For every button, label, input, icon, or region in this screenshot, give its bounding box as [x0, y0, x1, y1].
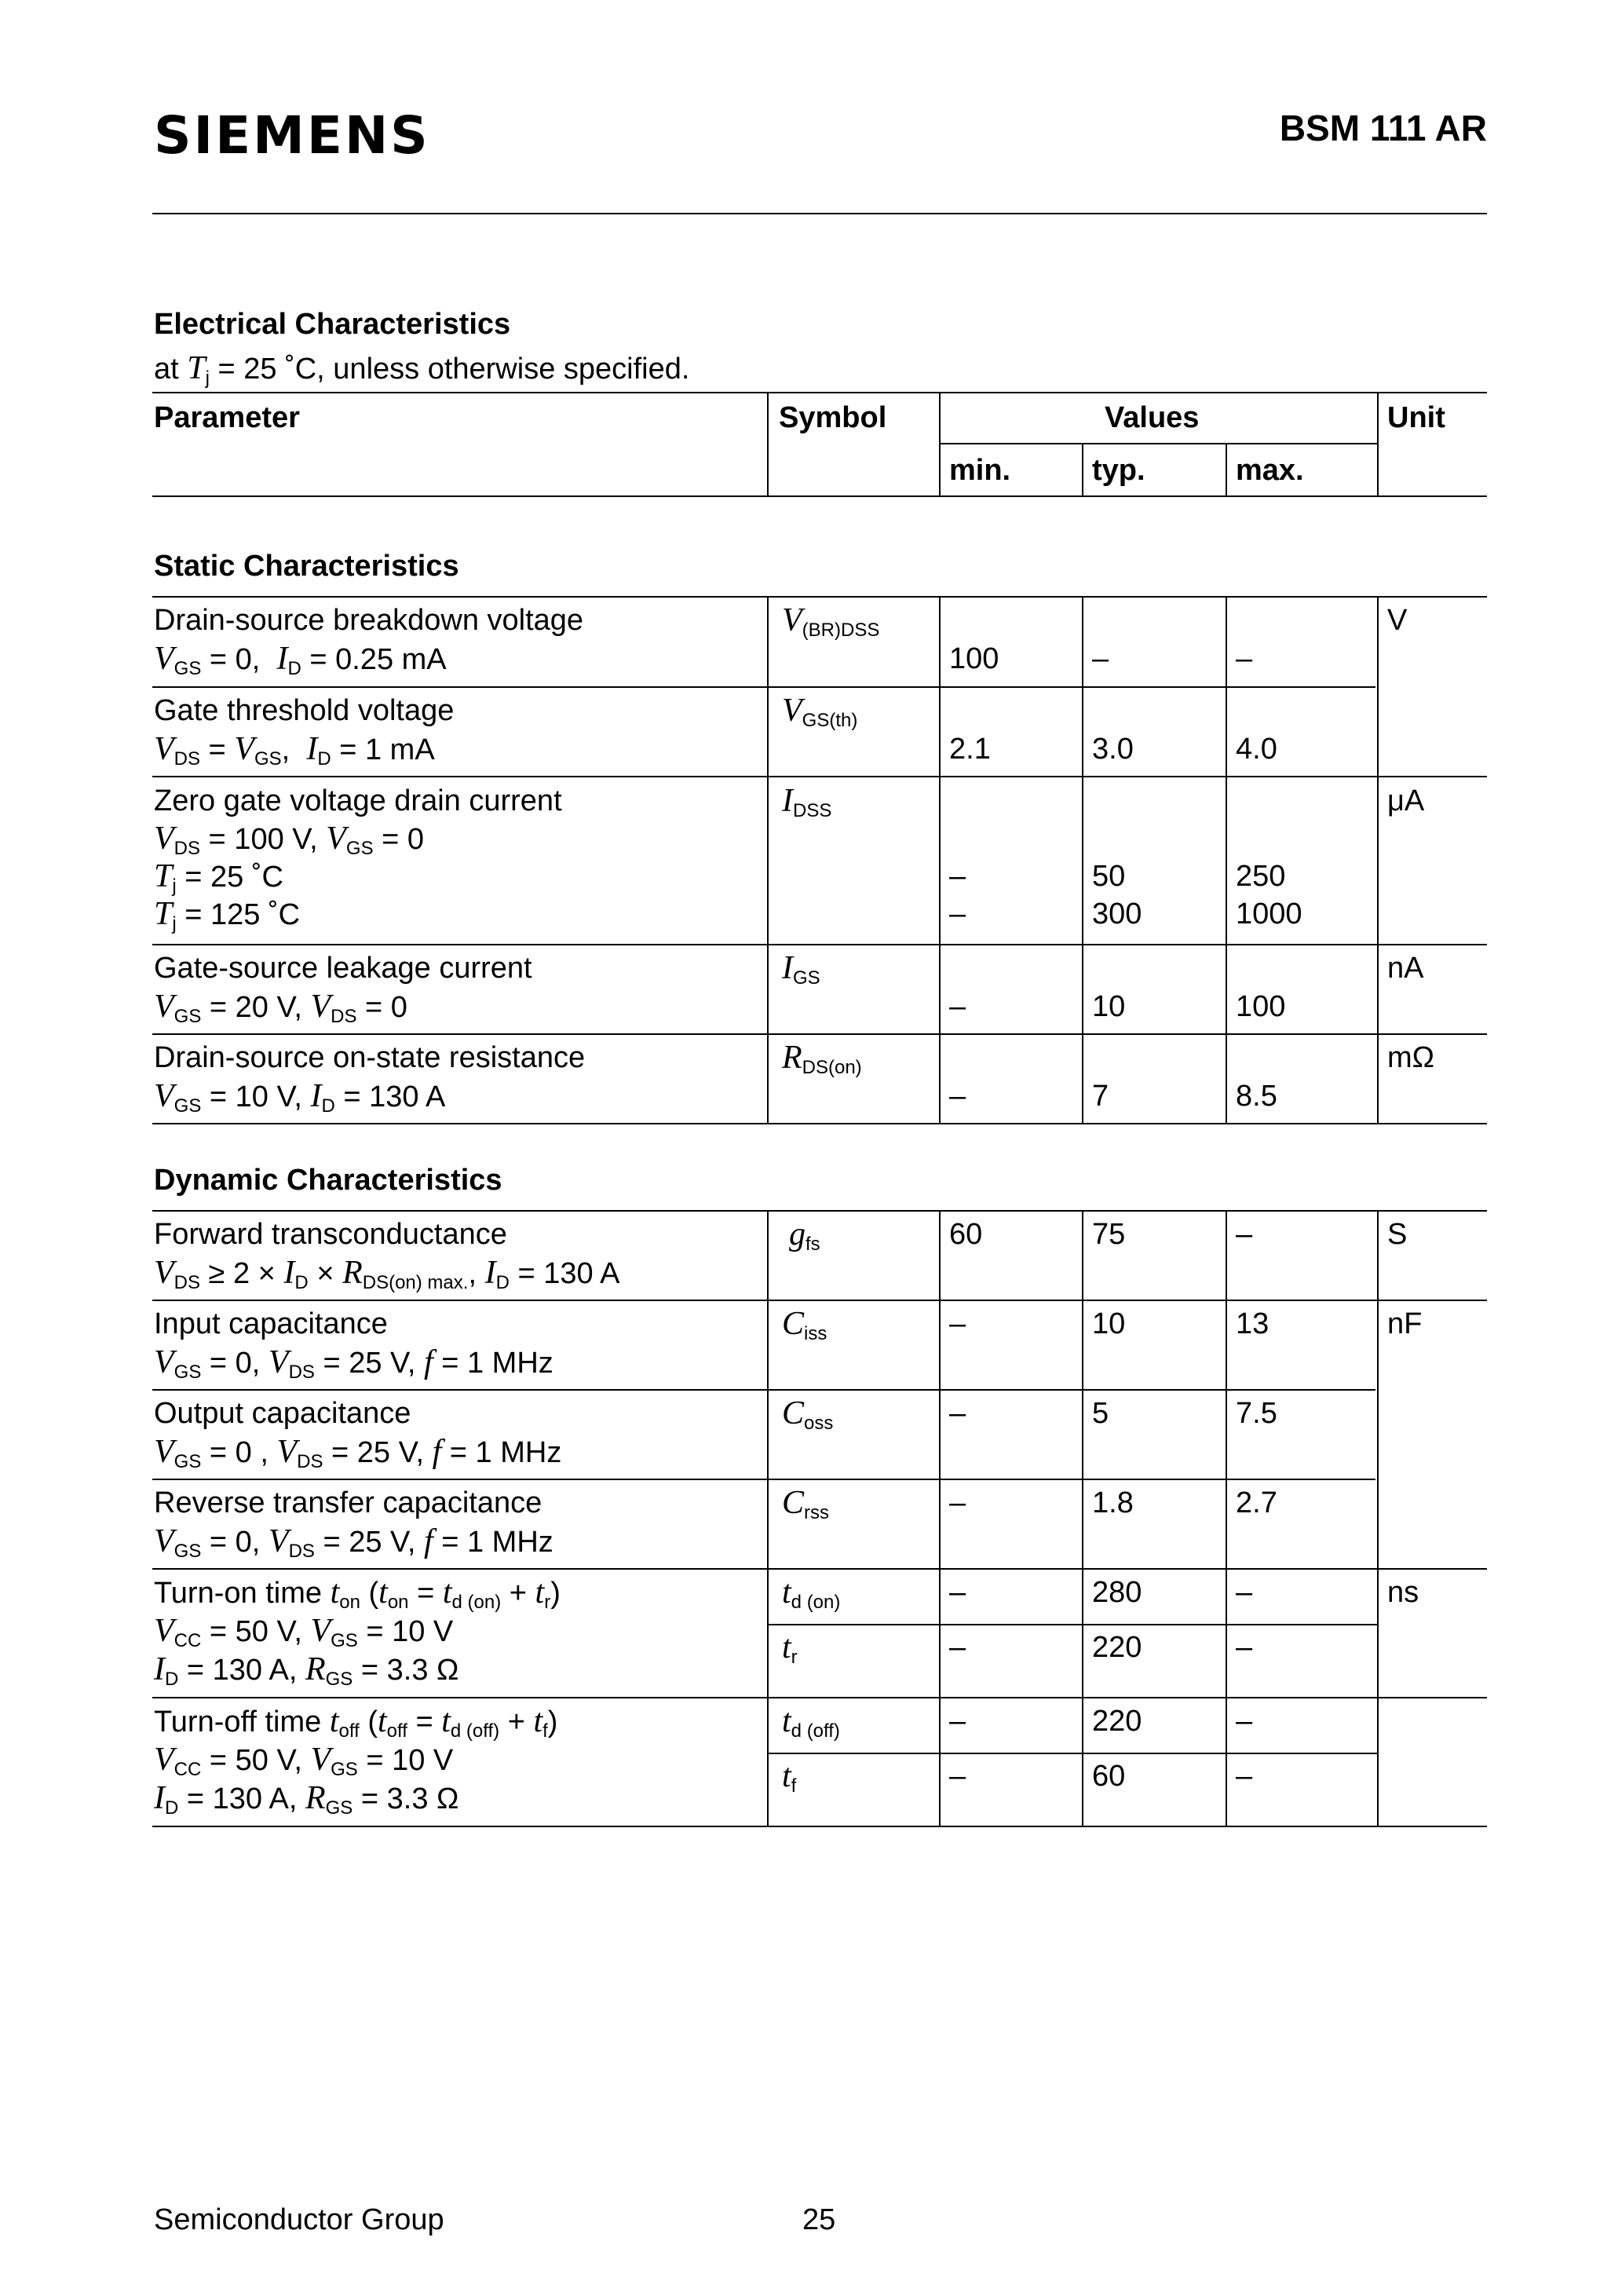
row-condition: $V_{GS} = 0$ , $V_{DS} = 25$ V, f = 1 MHz	[154, 1434, 562, 1472]
row-unit: V	[1387, 604, 1408, 637]
row-condition: $V_{GS} = 10$ V, $I_D = 130$ A	[154, 1078, 446, 1117]
row-symbol: $C_{iss}$	[782, 1306, 827, 1344]
row-condition: $V_{GS} = 20$ V, $V_{DS} = 0$	[154, 989, 407, 1027]
row-name: Gate threshold voltage	[154, 694, 455, 727]
row-typ: 60	[1092, 1760, 1126, 1793]
footer-company: Semiconductor Group	[154, 2203, 444, 2236]
row-max: 100	[1236, 990, 1286, 1023]
row-name: Input capacitance	[154, 1307, 388, 1340]
row-min: –	[949, 1760, 966, 1793]
row-symbol: $V_{GS(th)}$	[782, 693, 858, 731]
condition-text: at $T_j = 25$ ˚C, unless otherwise specified.	[154, 350, 690, 389]
row-min: –	[949, 1486, 966, 1519]
row-min: –	[949, 1397, 966, 1430]
row-condition: $V_{GS} = 0$, $V_{DS} = 25$ V, f = 1 MHz	[154, 1344, 553, 1383]
row-condition: $V_{GS} = 0$, $I_D = 0.25$ mA	[154, 641, 447, 679]
row-typ: 10	[1092, 1307, 1126, 1340]
header-values: Values	[1105, 401, 1200, 434]
row-name: Turn-off time $t_{off}$ $(t_{off} = t_{d (off)} + t_f)$	[154, 1703, 558, 1742]
row-max: 250	[1236, 860, 1286, 893]
row-unit: nA	[1387, 952, 1424, 985]
row-condition: $I_D = 130$ A, $R_{GS} = 3.3$ Ω	[154, 1780, 459, 1819]
row-name: Drain-source on-state resistance	[154, 1041, 586, 1074]
row-symbol: $I_{GS}$	[782, 950, 820, 989]
row-unit: nF	[1387, 1307, 1423, 1340]
row-condition: $T_j = 25$ ˚C	[154, 858, 283, 897]
row-min: –	[949, 1576, 966, 1609]
row-name: Turn-on time $t_{on}$ $(t_{on} = t_{d (on)} + t_r)$	[154, 1574, 561, 1613]
row-typ: 7	[1092, 1080, 1109, 1113]
row-typ: 10	[1092, 990, 1126, 1023]
row-symbol: $C_{rss}$	[782, 1485, 830, 1523]
row-symbol: $V_{(BR)DSS}$	[782, 602, 880, 641]
row-min: –	[949, 990, 966, 1023]
row-typ: 50	[1092, 860, 1126, 893]
row-min: 100	[949, 642, 999, 675]
row-symbol: $t_r$	[782, 1629, 798, 1668]
row-max: 7.5	[1236, 1397, 1277, 1430]
row-symbol: $R_{DS(on)}$	[782, 1040, 862, 1078]
row-typ: 280	[1092, 1576, 1142, 1609]
row-name: Reverse transfer capacitance	[154, 1486, 542, 1519]
row-typ: 220	[1092, 1705, 1142, 1738]
row-condition: $V_{GS} = 0$, $V_{DS} = 25$ V, f = 1 MHz	[154, 1523, 553, 1562]
row-max: 4.0	[1236, 733, 1277, 766]
header-parameter: Parameter	[154, 401, 300, 434]
row-typ: 220	[1092, 1631, 1142, 1664]
row-max: 1000	[1236, 898, 1302, 930]
row-name: Output capacitance	[154, 1397, 411, 1430]
dynamic-section-title: Dynamic Characteristics	[154, 1164, 502, 1197]
static-section-title: Static Characteristics	[154, 550, 459, 583]
row-condition: $V_{CC} = 50$ V, $V_{GS} = 10$ V	[154, 1742, 454, 1780]
row-min: 2.1	[949, 733, 991, 766]
row-condition: $V_{DS} \ge 2 \times I_D \times R_{DS(on) max.}$, $I_D = 130$ A	[154, 1255, 620, 1293]
row-min: 60	[949, 1218, 983, 1251]
row-max: 8.5	[1236, 1080, 1277, 1113]
row-unit: S	[1387, 1218, 1408, 1251]
row-min: –	[949, 1631, 966, 1664]
header-unit: Unit	[1387, 401, 1445, 434]
row-condition: $I_D = 130$ A, $R_{GS} = 3.3$ Ω	[154, 1651, 459, 1690]
siemens-logo: SIEMENS	[154, 105, 430, 166]
header-typ: typ.	[1092, 454, 1145, 487]
row-unit: μA	[1387, 784, 1425, 817]
row-typ: 5	[1092, 1397, 1109, 1430]
row-name: Forward transconductance	[154, 1218, 507, 1251]
row-symbol: $t_f$	[782, 1758, 797, 1797]
row-max: –	[1236, 642, 1253, 675]
row-unit: mΩ	[1387, 1041, 1435, 1074]
section-title: Electrical Characteristics	[154, 308, 511, 341]
row-condition: $V_{CC} = 50$ V, $V_{GS} = 10$ V	[154, 1613, 454, 1651]
row-max: –	[1236, 1576, 1253, 1609]
header-symbol: Symbol	[779, 401, 887, 434]
row-condition: $T_j = 125$ ˚C	[154, 896, 301, 934]
row-symbol: $I_{DSS}$	[782, 783, 832, 821]
row-max: –	[1236, 1760, 1253, 1793]
header-rule	[152, 213, 1487, 214]
row-symbol: $C_{oss}$	[782, 1395, 834, 1434]
row-condition: $V_{DS} = 100$ V, $V_{GS} = 0$	[154, 821, 425, 859]
row-typ: 300	[1092, 898, 1142, 930]
row-unit: ns	[1387, 1576, 1419, 1609]
header-max: max.	[1236, 454, 1304, 487]
row-symbol: $g_{fs}$	[789, 1216, 820, 1255]
header-min: min.	[949, 454, 1011, 487]
row-max: 13	[1236, 1307, 1269, 1340]
row-name: Drain-source breakdown voltage	[154, 604, 584, 637]
row-max: –	[1236, 1218, 1253, 1251]
row-min: –	[949, 1705, 966, 1738]
row-name: Gate-source leakage current	[154, 952, 532, 985]
row-min: –	[949, 898, 966, 930]
row-symbol: $t_{d (off)}$	[782, 1703, 840, 1742]
row-typ: 1.8	[1092, 1486, 1134, 1519]
part-number: BSM 111 AR	[1279, 108, 1487, 148]
row-max: –	[1236, 1705, 1253, 1738]
row-min: –	[949, 860, 966, 893]
row-name: Zero gate voltage drain current	[154, 784, 562, 817]
row-condition: $V_{DS} = V_{GS}$, $I_D = 1$ mA	[154, 731, 435, 770]
row-max: 2.7	[1236, 1486, 1277, 1519]
row-typ: 75	[1092, 1218, 1126, 1251]
row-typ: 3.0	[1092, 733, 1134, 766]
row-min: –	[949, 1307, 966, 1340]
row-min: –	[949, 1080, 966, 1113]
row-typ: –	[1092, 642, 1109, 675]
page-number: 25	[802, 2203, 836, 2236]
row-max: –	[1236, 1631, 1253, 1664]
row-symbol: $t_{d (on)}$	[782, 1574, 841, 1613]
